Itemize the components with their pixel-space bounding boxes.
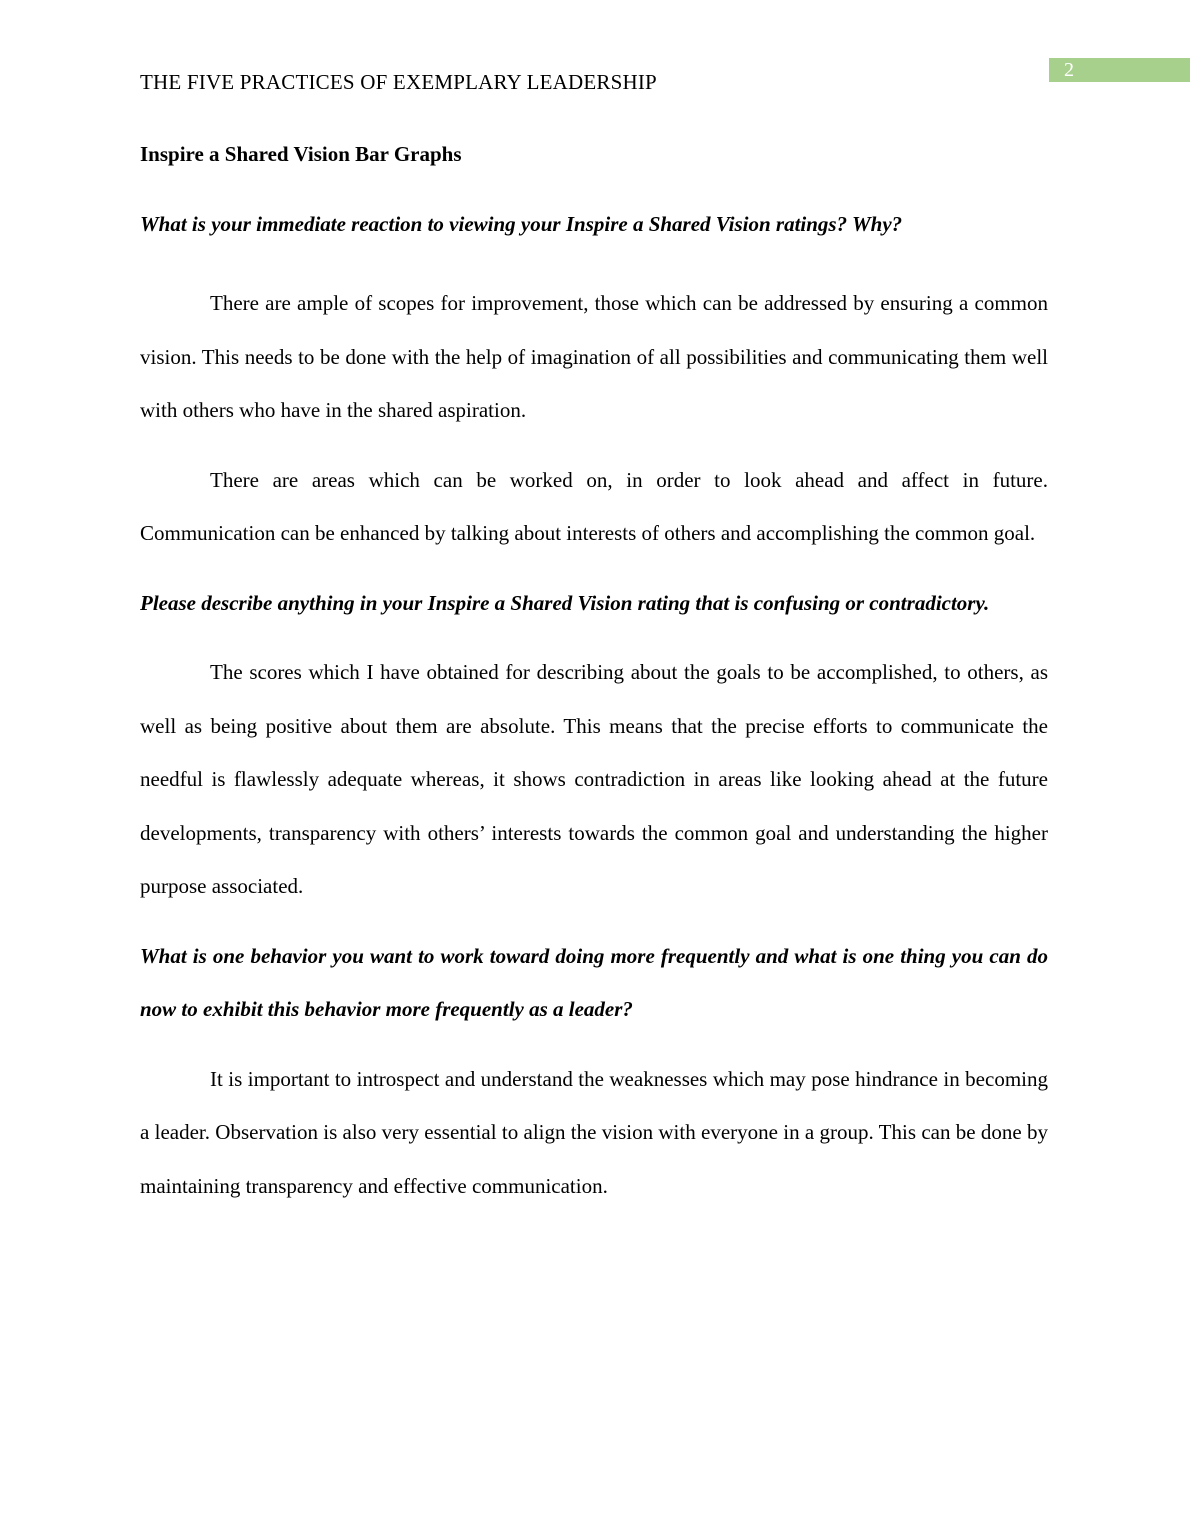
question-2: Please describe anything in your Inspire a Shared Vision rating that is confusing or contradictory. [140, 590, 990, 615]
answer-paragraph-4: It is important to introspect and understand the weaknesses which may pose hindrance in becoming a leader. Observation is also very essential to align the vision with everyone in a group. This can be done by maintaining transparency and effective communication. [140, 1066, 1048, 1198]
answer-paragraph-2: There are areas which can be worked on, in order to look ahead and affect in future. Communication can be enhanced by talking about interests of others and accomplishing the common goal. [140, 467, 1048, 545]
document-body [140, 138, 1048, 1229]
answer-paragraph-3: The scores which I have obtained for describing about the goals to be accomplished, to others, as well as being positive about them are absolute. This means that the precise efforts to communicate the needful is flawlessly adequate whereas, it shows contradiction in areas like looking ahead at the future developments, transparency with others’ interests towards the common goal and understanding the higher purpose associated. [140, 660, 1048, 898]
question-1: What is your immediate reaction to viewing your Inspire a Shared Vision ratings? Why? [140, 212, 903, 236]
answer-paragraph-1: There are ample of scopes for improvement, those which can be addressed by ensuring a common vision. This needs to be done with the help of imagination of all possibilities and communicating them well with others who have in the shared aspiration. [140, 291, 1048, 422]
page-number: 2 [1049, 58, 1190, 82]
section-title: Inspire a Shared Vision Bar Graphs [140, 142, 462, 166]
running-head: THE FIVE PRACTICES OF EXEMPLARY LEADERSHIP [140, 70, 657, 94]
question-3: What is one behavior you want to work toward doing more frequently and what is one thing you can do now to exhibit this behavior more frequently as a leader? [140, 943, 1048, 1021]
